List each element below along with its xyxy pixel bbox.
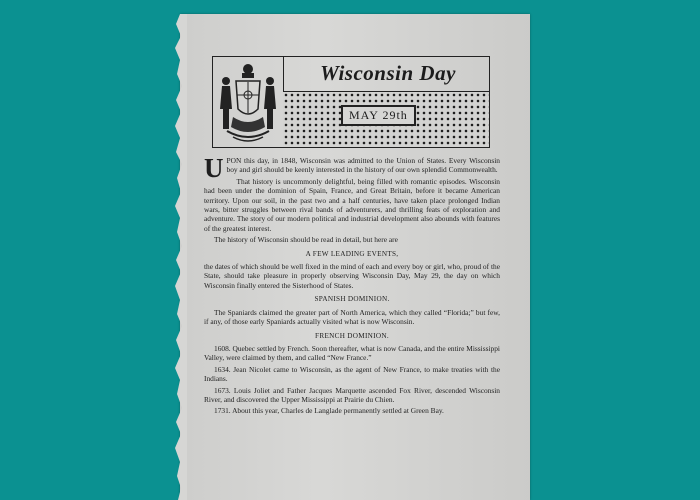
- torn-edge: [173, 14, 187, 500]
- paragraph: The history of Wisconsin should be read in detail, but here are: [214, 235, 398, 245]
- paragraph: That history is uncommonly delightful, being filled with romantic episodes. Wisconsin had been under the dominion of Spain, France, and Great Britain, before it became American territory. Upon our soil, in the past two and a half centuries, have taken place prolonged Indian wars, bitter struggles between rival bands of adventurers, and thrilling feats of exploration and adventure. The story of our modern political and industrial development also abounds with features of the greatest interest.: [204, 176, 500, 233]
- french-item: 1634. Jean Nicolet came to Wisconsin, as the agent of New France, to make treaties with the Indians.: [204, 364, 500, 384]
- heading-events: A FEW LEADING EVENTS,: [305, 249, 399, 258]
- french-item: 1731. About this year, Charles de Langlade permanently settled at Green Bay.: [214, 406, 444, 416]
- spanish-paragraph: The Spaniards claimed the greater part of North America, which they called “Florida;” but few, if any, of those early Spaniards actually visited what is now Wisconsin.: [204, 307, 500, 327]
- document-title: Wisconsin Day: [320, 61, 456, 85]
- heading-french: FRENCH DOMINION.: [315, 331, 389, 340]
- french-item: 1673. Louis Joliet and Father Jacques Marquette ascended Fox River, descended Wisconsin River, and discovered the Upper Mississippi at Prairie du Chien.: [204, 385, 500, 404]
- french-item: 1608. Quebec settled by French. Soon thereafter, what is now Canada, and the entire Mississippi Valley, were claimed by them, and called “New France.”: [204, 343, 500, 363]
- state-seal-icon: [213, 57, 284, 147]
- intro-text: PON this day, in 1848, Wisconsin was admitted to the Union of States. Every Wisconsin boy and girl should be keenly interested in the history of our own splendid Commonwealth.: [226, 156, 500, 175]
- drop-cap: U: [204, 153, 224, 183]
- events-paragraph: the dates of which should be well fixed in the mind of each and every boy or girl, who, proud of the State, should take pleasure in properly observing Wisconsin Day, May 29, the day on which Wisconsin finally entered the Sisterhood of States.: [204, 262, 500, 290]
- intro-paragraph: [204, 153, 500, 183]
- date-label: MAY 29th: [341, 105, 416, 126]
- heading-spanish: SPANISH DOMINION.: [314, 295, 390, 304]
- document-page: [180, 14, 530, 500]
- header-banner: [212, 56, 490, 148]
- article-body: [204, 153, 500, 418]
